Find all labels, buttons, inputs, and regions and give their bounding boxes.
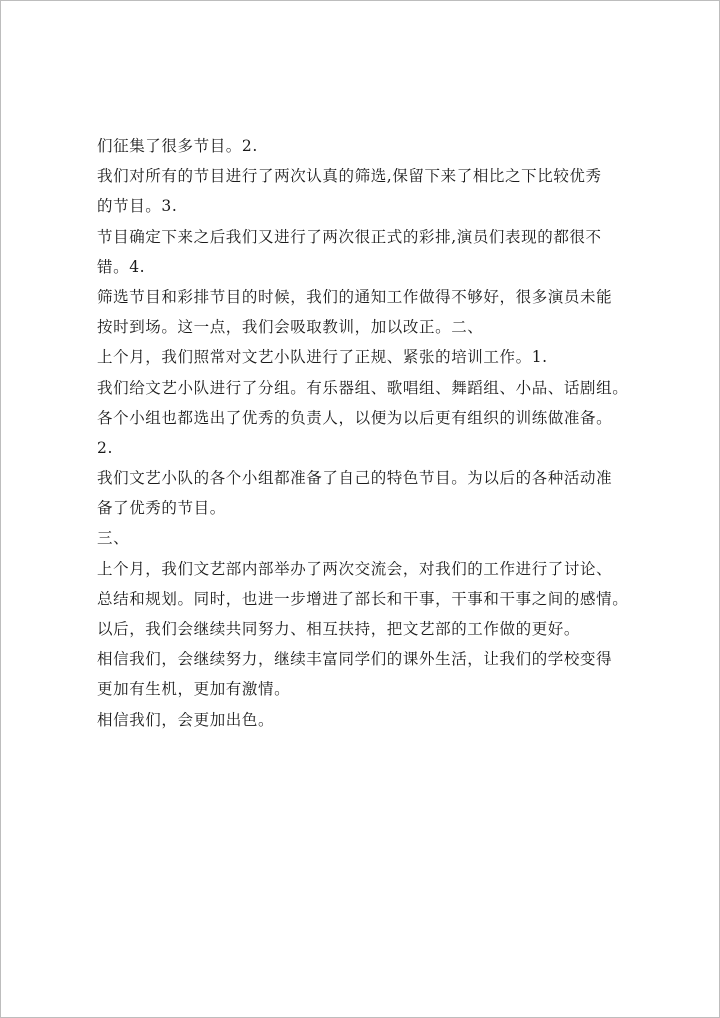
- text-line: 各个小组也都选出了优秀的负责人，以便为以后更有组织的训练做准备。: [97, 408, 613, 427]
- text-line: 2.: [97, 438, 113, 457]
- text-line: 的节目。3.: [97, 197, 178, 216]
- text-line: 节目确定下来之后我们又进行了两次很正式的彩排,演员们表现的都很不: [97, 227, 602, 246]
- text-line: 我们对所有的节目进行了两次认真的筛选,保留下来了相比之下比较优秀: [97, 167, 602, 186]
- document-body: [97, 131, 677, 735]
- text-line: 以后，我们会继续共同努力、相互扶持，把文艺部的工作做的更好。: [97, 620, 581, 638]
- text-line: 相信我们，会继续努力，继续丰富同学们的课外生活，让我们的学校变得: [97, 650, 613, 669]
- text-line: 三、: [97, 529, 130, 548]
- text-line: 们征集了很多节目。2.: [97, 137, 258, 155]
- text-line: 总结和规划。同时，也进一步增进了部长和干事，干事和干事之间的感情。: [97, 589, 629, 608]
- text-line: 我们文艺小队的各个小组都准备了自己的特色节目。为以后的各种活动准: [97, 469, 613, 488]
- text-line: 筛选节目和彩排节目的时候，我们的通知工作做得不够好，很多演员未能: [97, 287, 613, 306]
- text-line: 相信我们，会更加出色。: [97, 710, 275, 729]
- text-line: 上个月，我们文艺部内部举办了两次交流会，对我们的工作进行了讨论、: [97, 559, 613, 578]
- text-line: 我们给文艺小队进行了分组。有乐器组、歌唱组、舞蹈组、小品、话剧组。: [97, 378, 629, 397]
- text-line: 按时到场。这一点，我们会吸取教训，加以改正。二、: [97, 318, 484, 337]
- text-line: 更加有生机，更加有激情。: [97, 680, 291, 699]
- text-line: 上个月，我们照常对文艺小队进行了正规、紧张的培训工作。1.: [97, 348, 548, 367]
- text-line: 错。4.: [97, 257, 146, 276]
- text-line: 备了优秀的节目。: [97, 499, 226, 518]
